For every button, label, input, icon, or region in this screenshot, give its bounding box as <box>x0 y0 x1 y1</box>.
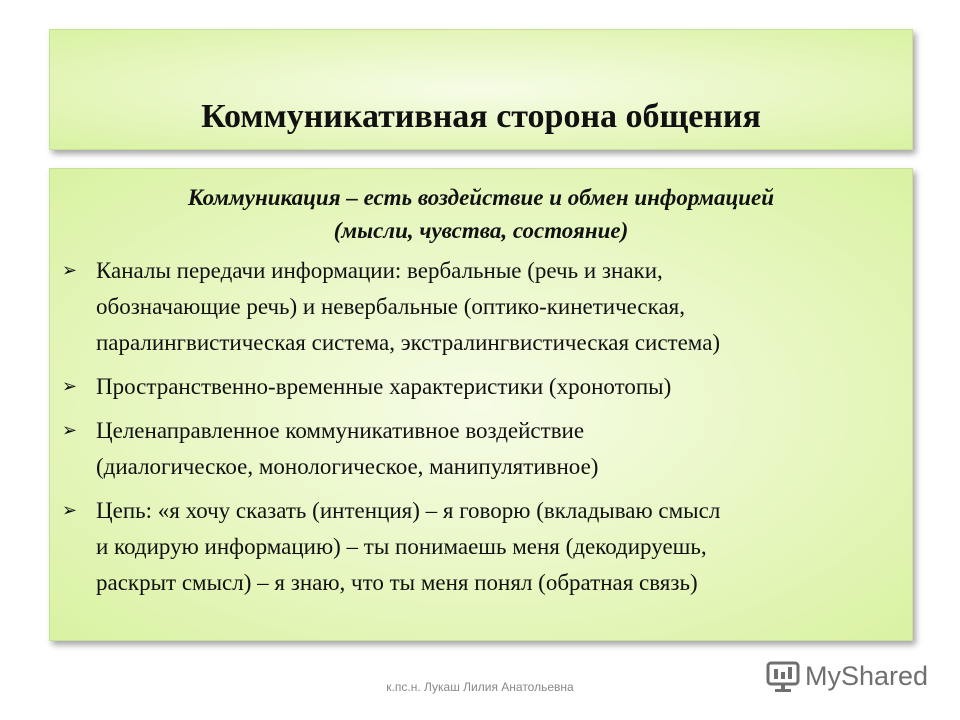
definition <box>70 181 892 247</box>
arrow-bullet-icon: ➢ <box>62 420 78 441</box>
list-item <box>60 413 910 485</box>
list-item-line: раскрыт смысл) – я знаю, что ты меня понял (обратная связь) <box>96 570 698 595</box>
title-box <box>49 29 913 150</box>
list-item-line: Каналы передачи информации: вербальные (речь и знаки, <box>96 258 663 283</box>
list-item-line: Целенаправленное коммуникативное воздействие <box>96 418 585 443</box>
list-item-line: Пространственно-временные характеристики (хронотопы) <box>96 374 672 399</box>
content-box <box>49 168 913 641</box>
list-item-line: Цепь: «я хочу сказать (интенция) – я говорю (вкладываю смысл <box>96 498 721 523</box>
footer-author: к.пс.н. Лукаш Лилия Анатольевна <box>386 680 574 694</box>
list-item-line: обозначающие речь) и невербальные (оптико-кинетическая, <box>96 294 686 319</box>
list-item <box>60 369 910 405</box>
presentation-logo-icon <box>765 658 801 694</box>
arrow-bullet-icon: ➢ <box>62 260 78 281</box>
list-item <box>60 493 910 601</box>
arrow-bullet-icon: ➢ <box>62 500 78 521</box>
definition-line-1: Коммуникация – есть воздействие и обмен информацией <box>187 185 775 210</box>
list-item <box>60 253 910 361</box>
definition-line-2: (мысли, чувства, состояние) <box>333 218 629 243</box>
slide-title: Коммуникативная сторона общения <box>201 98 761 135</box>
list-item-line: паралингвистическая система, экстралингвистическая система) <box>96 330 721 355</box>
bullet-list <box>60 253 910 609</box>
arrow-bullet-icon: ➢ <box>62 376 78 397</box>
list-item-line: и кодирую информацию) – ты понимаешь меня (декодируешь, <box>96 534 707 559</box>
watermark-logo[interactable] <box>765 656 928 696</box>
watermark-text: MyShared <box>805 660 929 691</box>
list-item-line: (диалогическое, монологическое, манипулятивное) <box>96 454 599 479</box>
